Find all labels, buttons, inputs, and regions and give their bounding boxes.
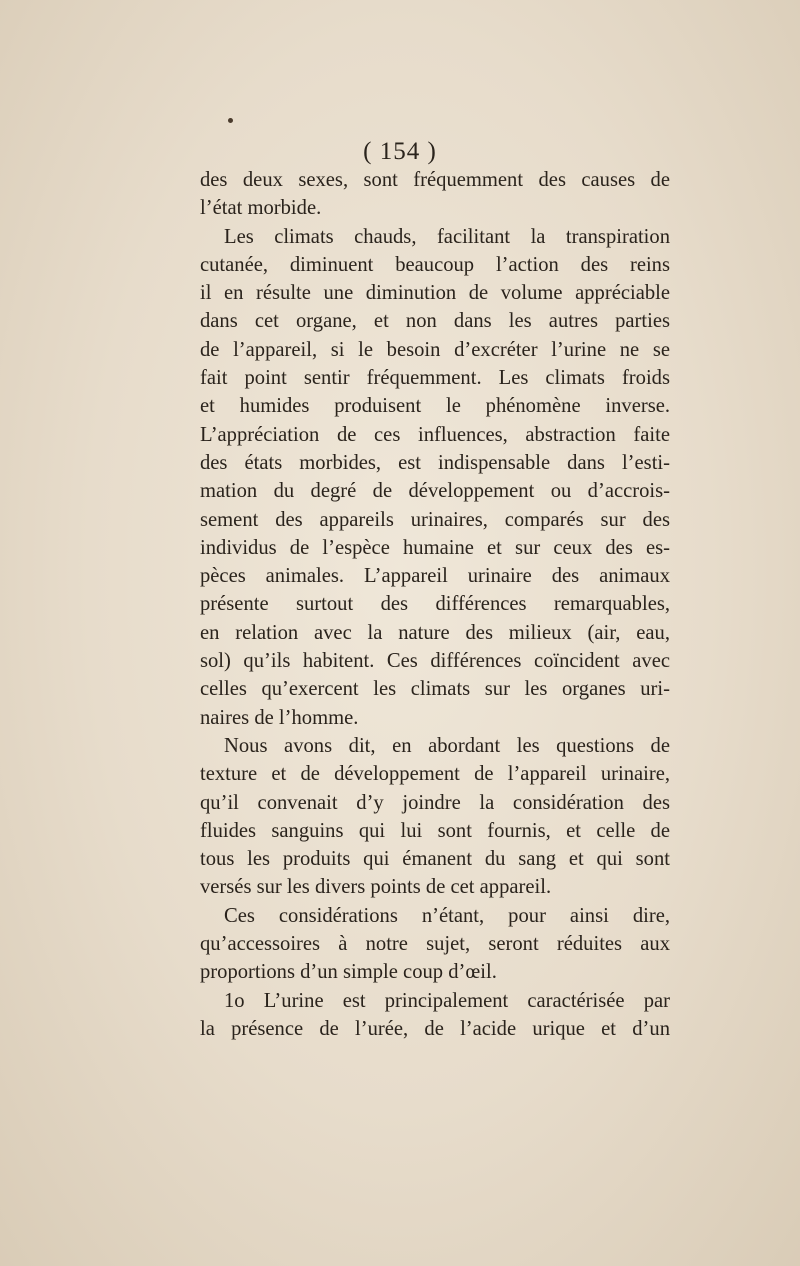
- text-line: texture et de développement de l’appareil urinaire,: [200, 763, 670, 786]
- text-line: pèces animales. L’appareil urinaire des animaux: [200, 565, 670, 588]
- text-line: L’appréciation de ces influences, abstraction faite: [200, 423, 670, 446]
- text-line: sement des appareils urinaires, comparés sur des: [200, 508, 670, 531]
- body-text: [200, 166, 670, 1043]
- text-line: cutanée, diminuent beaucoup l’action des reins: [200, 253, 670, 276]
- text-line: Les climats chauds, facilitant la transpiration: [224, 225, 670, 248]
- text-line: qu’il convenait d’y joindre la considération des: [200, 791, 670, 814]
- text-line: qu’accessoires à notre sujet, seront réduites aux: [200, 933, 670, 956]
- text-line: versés sur les divers points de cet appareil.: [200, 876, 552, 899]
- text-line: individus de l’espèce humaine et sur ceux des es-: [200, 536, 670, 559]
- text-line: de l’appareil, si le besoin d’excréter l’urine ne se: [200, 338, 670, 361]
- text-line: en relation avec la nature des milieux (air, eau,: [200, 621, 670, 644]
- text-line: tous les produits qui émanent du sang et qui sont: [200, 848, 670, 871]
- text-line: l’état morbide.: [200, 197, 322, 220]
- text-line: celles qu’exercent les climats sur les organes uri-: [200, 678, 670, 701]
- text-line: des états morbides, est indispensable dans l’esti-: [200, 451, 670, 474]
- text-line: mation du degré de développement ou d’accrois-: [200, 480, 670, 503]
- text-line: Ces considérations n’étant, pour ainsi dire,: [224, 904, 670, 927]
- text-line: naires de l’homme.: [200, 706, 359, 729]
- text-line: il en résulte une diminution de volume appréciable: [200, 282, 670, 305]
- text-line: présente surtout des différences remarquables,: [200, 593, 670, 616]
- text-line: dans cet organe, et non dans les autres parties: [200, 310, 670, 333]
- text-line: proportions d’un simple coup d’œil.: [200, 961, 497, 984]
- text-line: des deux sexes, sont fréquemment des causes de: [200, 169, 670, 191]
- text-line: la présence de l’urée, de l’acide urique et d’un: [200, 1017, 670, 1040]
- text-line: fluides sanguins qui lui sont fournis, et celle de: [200, 819, 670, 842]
- ink-spot: [228, 118, 233, 123]
- text-line: Nous avons dit, en abordant les questions de: [224, 734, 670, 757]
- text-line: sol) qu’ils habitent. Ces différences coïncident avec: [200, 650, 670, 673]
- text-line: et humides produisent le phénomène inverse.: [200, 395, 670, 418]
- page-number: ( 154 ): [363, 138, 437, 165]
- text-line: 1o L’urine est principalement caractérisée par: [224, 989, 670, 1012]
- text-line: fait point sentir fréquemment. Les climats froids: [200, 367, 670, 390]
